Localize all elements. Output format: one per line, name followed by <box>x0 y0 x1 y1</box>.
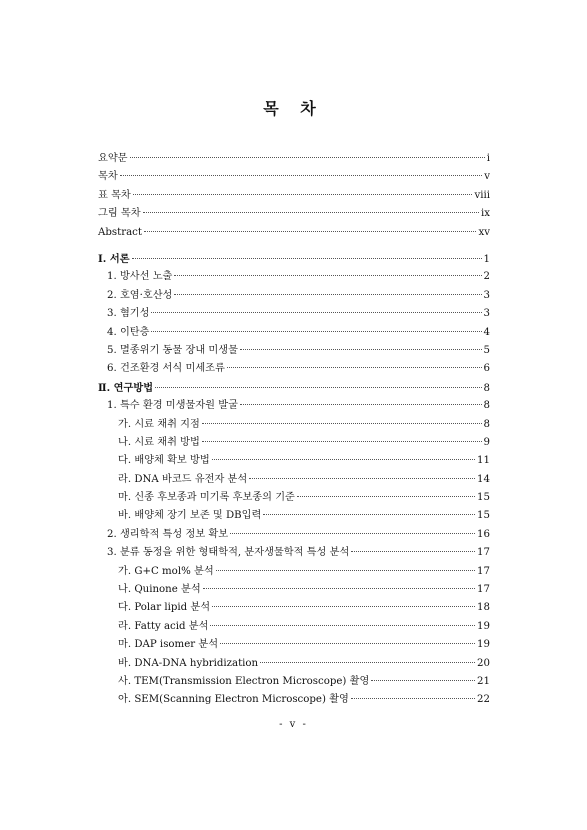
dot-leader <box>297 496 475 497</box>
dot-leader <box>263 514 475 515</box>
dot-leader <box>212 606 475 607</box>
toc-entry-page: 1 <box>483 254 490 265</box>
toc-entry-label: 아. SEM(Scanning Electron Microscope) 촬영 <box>118 694 349 706</box>
dot-leader <box>351 551 475 552</box>
toc-entry-label: 1. 특수 환경 미생물자원 발굴 <box>107 400 238 412</box>
toc-entry-label: Ⅰ. 서론 <box>98 253 130 265</box>
dot-leader <box>151 312 481 313</box>
toc-entry-page: 18 <box>477 602 490 614</box>
toc-entry-page: 2 <box>483 271 490 283</box>
dot-leader <box>212 459 475 460</box>
dot-leader <box>174 275 481 276</box>
toc-entry <box>98 655 490 673</box>
toc-entry-page: 3 <box>483 289 490 301</box>
toc-entry-label: 나. 시료 채취 방법 <box>118 436 200 448</box>
toc-entry-label: 바. 배양체 장기 보존 및 DB입력 <box>118 510 262 522</box>
toc-front-matter <box>98 150 490 242</box>
toc-entry-page: 20 <box>477 657 490 669</box>
toc-entry-label: 5. 멸종위기 동물 장내 미생물 <box>107 344 238 356</box>
toc-entry-label: 그림 목차 <box>98 208 141 220</box>
toc-entry-page: i <box>486 153 490 164</box>
toc-entry <box>98 397 490 415</box>
toc-entry-label: 마. DAP isomer 분석 <box>118 639 219 651</box>
toc-entry-label: 요약문 <box>98 153 128 164</box>
dot-leader <box>249 478 475 479</box>
dot-leader <box>240 349 482 350</box>
toc-entry-page: 16 <box>477 528 490 540</box>
toc-entry <box>98 563 490 581</box>
toc-entry-page: 5 <box>483 344 490 356</box>
toc-entry <box>98 150 490 168</box>
toc-entry-page: 21 <box>477 675 490 687</box>
toc-entry-label: 2. 생리학적 특성 정보 확보 <box>107 528 229 540</box>
toc-entry-page: 22 <box>477 694 490 706</box>
dot-leader <box>144 231 477 232</box>
dot-leader <box>371 680 475 681</box>
page-title: 목 차 <box>263 99 324 118</box>
dot-leader <box>220 643 475 644</box>
toc-entry-page: 9 <box>483 436 490 448</box>
toc-entry <box>98 360 490 378</box>
dot-leader <box>210 625 475 626</box>
toc-entry <box>98 434 490 452</box>
dot-leader <box>202 441 482 442</box>
toc-entry <box>98 187 490 205</box>
toc-entry <box>98 673 490 691</box>
toc-entry-page: 8 <box>483 400 490 412</box>
toc-entry <box>98 324 490 342</box>
toc-entry <box>98 489 490 507</box>
dot-leader <box>132 258 482 259</box>
toc-entry-page: 4 <box>483 326 490 338</box>
toc-main-list <box>98 250 490 710</box>
toc-entry-label: 3. 혐기성 <box>107 308 150 320</box>
dot-leader <box>203 588 475 589</box>
toc-entry-page: 17 <box>477 584 490 596</box>
toc-entry-page: 17 <box>477 565 490 577</box>
dot-leader <box>202 423 482 424</box>
dot-leader <box>130 157 485 158</box>
toc-entry <box>98 691 490 709</box>
toc-entry <box>98 224 490 242</box>
toc-entry-page: 8 <box>483 382 490 394</box>
toc-entry <box>98 599 490 617</box>
toc-entry <box>98 636 490 654</box>
toc-entry <box>98 507 490 525</box>
toc-entry <box>98 287 490 305</box>
toc-entry-label: 바. DNA-DNA hybridization <box>118 657 259 669</box>
toc-entry-label: 3. 분류 동정을 위한 형태학적, 분자생물학적 특성 분석 <box>107 547 350 559</box>
toc-entry-label: 가. G+C mol% 분석 <box>118 565 214 577</box>
toc-entry-label: 가. 시료 채취 지점 <box>118 418 200 430</box>
toc-entry-page: 6 <box>483 363 490 375</box>
toc-entry-page: ix <box>480 208 490 220</box>
toc-entry-label: Abstract <box>98 226 142 238</box>
toc-entry-label: 1. 방사선 노출 <box>107 271 173 283</box>
dot-leader <box>174 294 481 295</box>
toc-entry-page: 8 <box>483 418 490 430</box>
dot-leader <box>155 387 481 388</box>
toc-entry-label: 6. 건조환경 서식 미세조류 <box>107 363 225 375</box>
toc-entry-label: 다. Polar lipid 분석 <box>118 602 211 614</box>
toc-entry-page: 14 <box>477 473 490 485</box>
toc-entry-page: xv <box>478 226 490 238</box>
toc-entry-label: 목차 <box>98 171 118 183</box>
dot-leader <box>230 533 475 534</box>
dot-leader <box>120 175 483 176</box>
toc-entry <box>98 544 490 562</box>
toc-entry-label: 라. DNA 바코드 유전자 분석 <box>118 473 248 485</box>
dot-leader <box>260 662 475 663</box>
dot-leader <box>143 212 479 213</box>
dot-leader <box>151 331 481 332</box>
toc-entry <box>98 268 490 286</box>
toc-entry-page: v <box>484 171 490 183</box>
toc-entry-page: 15 <box>477 492 490 504</box>
toc-entry-label: 나. Quinone 분석 <box>118 584 201 596</box>
toc-entry-label: Ⅱ. 연구방법 <box>98 381 154 394</box>
toc-entry-page: 19 <box>477 639 490 651</box>
toc-entry <box>98 618 490 636</box>
toc-entry-page: 11 <box>477 455 490 467</box>
toc-entry <box>98 581 490 599</box>
toc-entry-label: 표 목차 <box>98 189 131 201</box>
toc-entry <box>98 416 490 434</box>
toc-entry-page: 17 <box>477 547 490 559</box>
dot-leader <box>216 570 475 571</box>
dot-leader <box>227 367 482 368</box>
toc-entry-label: 2. 호염·호산성 <box>107 289 173 301</box>
toc-entry <box>98 205 490 223</box>
toc-entry-page: 15 <box>477 510 490 522</box>
toc-entry-page: viii <box>474 189 490 201</box>
toc-entry <box>98 305 490 323</box>
toc-entry-label: 마. 신종 후보종과 미기록 후보종의 기준 <box>118 492 295 504</box>
page-number-footer: - v - <box>279 719 308 730</box>
toc-entry-label: 다. 배양체 확보 방법 <box>118 455 210 467</box>
toc-entry <box>98 526 490 544</box>
dot-leader <box>133 194 473 195</box>
toc-entry <box>98 250 490 268</box>
toc-entry-page: 19 <box>477 620 490 632</box>
toc-entry <box>98 452 490 470</box>
toc-entry-label: 라. Fatty acid 분석 <box>118 620 209 632</box>
toc-entry-page: 3 <box>483 308 490 320</box>
toc-entry-label: 사. TEM(Transmission Electron Microscope) 촬영 <box>118 675 370 687</box>
toc-entry <box>98 342 490 360</box>
toc-entry <box>98 471 490 489</box>
dot-leader <box>351 698 475 699</box>
dot-leader <box>240 404 482 405</box>
toc-entry <box>98 168 490 186</box>
toc-entry <box>98 379 490 397</box>
toc-entry-label: 4. 이탄층 <box>107 326 150 338</box>
